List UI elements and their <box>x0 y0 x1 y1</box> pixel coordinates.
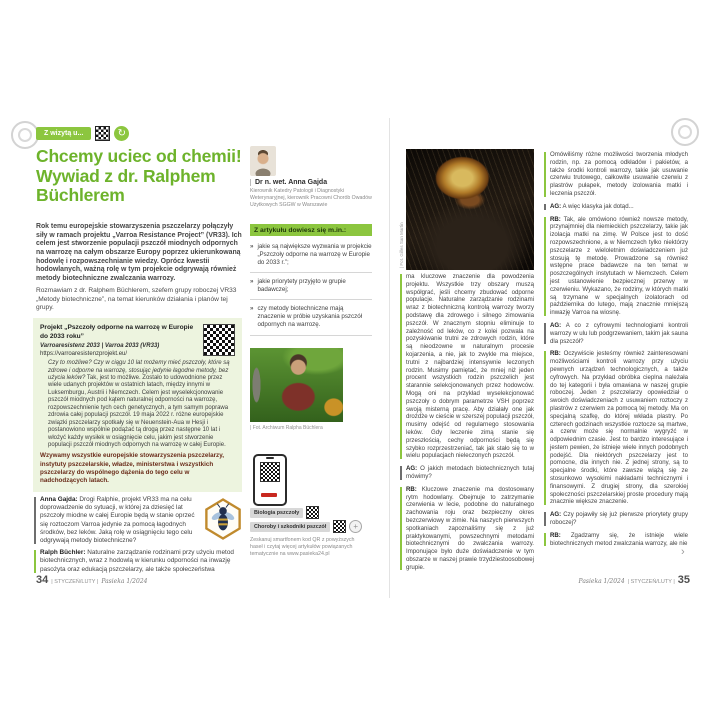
phone-speaker <box>266 457 274 459</box>
speaker-text: Czy pojawiły się już pierwsze priorytety grupy roboczej? <box>550 511 688 527</box>
list-item <box>250 238 372 273</box>
bullet-icon: » <box>250 305 254 313</box>
speaker-name: RB: <box>406 485 417 493</box>
bullet-icon: » <box>250 278 254 286</box>
interview-paragraph <box>40 549 242 574</box>
speaker-name: RB: <box>550 215 561 223</box>
magazine-brand: Pasieka 1/2024 <box>578 578 625 585</box>
speaker-name: AG: <box>406 465 418 473</box>
interview-paragraph <box>550 322 688 345</box>
interview-paragraph <box>550 203 688 211</box>
speaker-text: Naturalne zarządzanie rodzinami przy użyciu metod biotechnicznych, wraz z hodowlą w kierunku odporności na inwazję pasożyta oraz edukacją pszczelarzy, ale także społeczeństwa <box>40 549 234 573</box>
section-badge: Z wizytą u... <box>36 127 91 140</box>
topic-tag: Choroby i szkodniki pszczół <box>250 522 330 532</box>
speaker-text: Kluczowe znaczenie ma dostosowany rytm hodowlany. Obejmuje to zatrzymanie czerwienia w lecie, podobne do naturalnego zachowania roju oraz bezpieczny okres bezczerwiowy w zimie. Na naszych pierwszych spotkaniach zapoznaliśmy się z już praktykowanymi, powszechnymi metodami biotechnicznymi do zwalczania warrozy. Imponujące było duże doświadczenie w tym obszarze w naszej prawie trzydziestoosobowej grupie. <box>406 485 534 571</box>
qr-code <box>260 462 280 482</box>
varroa-mite-photo <box>406 149 534 270</box>
page-edge-ornament-icon <box>671 118 699 146</box>
interview-paragraph <box>40 496 242 545</box>
topic-tag: Biologia pszczoły <box>250 508 303 518</box>
interview-paragraph <box>550 216 688 317</box>
speaker-text: Oczywiście jesteśmy również zainteresowani możliwościami kontroli warrozy przy użyciu pewnych urządzeń technologicznych, a także cyfrowych. Na przykład obróbka cieplna należała do tej kategorii i była omawiana w naszej grupie roboczej. Jeden z pszczelarzy opowiedział o swoich doświadczeniach z usuwaniem roztoczy z plastrów z czerwiem za pomocą tej metody. Ma on specjalną szafkę, do której wkłada plastry. Po czterech godzinach wszystkie roztocze są martwe, a czerw może się normalnie wygryźć w odpowiednim czasie. Jest to bardzo interesujące i jestem pewien, że istnieje wiele innych podobnych podejść. Dla niektórych pszczelarzy jest to pomocne, dla innych nie. Z jednej strony, są to specjalne środki, które zawsze wiążą się ze stosunkowo wysokimi nakładami technicznymi i finansowymi. Z drugiej strony, dla szerokiej społeczności pszczelarskiej proste procedury mają znacznie większe znaczenie. <box>550 350 688 506</box>
article-column <box>550 151 688 552</box>
bullet-icon: » <box>250 243 254 250</box>
interview-paragraph <box>550 511 688 527</box>
list-item-text: czy metody biotechniczne mają znaczenie w próbie uzyskania pszczół odpornych na warrozę. <box>257 305 363 329</box>
share-icon: ↻ <box>114 126 129 141</box>
project-call-to-action: Wzywamy wszystkie europejskie stowarzyszenia pszczelarzy, instytuty pszczelarskie, władze, ministerstwa i wszystkich pszczelarzy do wspólnego dążenia do tego celu w nadchodzących latach. <box>40 452 224 484</box>
topic-tag-row <box>250 520 362 533</box>
page-number: 34 <box>36 574 49 586</box>
interview-paragraph <box>550 532 688 548</box>
speaker-name: RB: <box>550 350 561 358</box>
interview-paragraph <box>550 350 688 506</box>
page-number: 35 <box>677 574 690 586</box>
footer-issue: | STYCZEŃ/LUTY | <box>51 579 99 585</box>
project-question-answer <box>48 360 235 449</box>
interview-start <box>40 496 242 578</box>
photo-caption: | Fot. Archiwum Ralpha Büchlera <box>250 425 323 431</box>
author-box <box>250 146 372 209</box>
article-title: Chcemy uciec od chemii! Wywiad z dr. Ralphem Büchlerem <box>36 146 242 206</box>
speaker-text: Tak, ale omówiono również nowsze metody, przynajmniej dla niemieckich pszczelarzy, takie jak izolacja matki na zimę. W Polsce jest to dość rozpowszechnione, a w Niemczech tylko niektórzy pszczelarze z wieloletnim doświadczeniem już stosują tę metodę. Prowadzone są również wstępne prace badawcze na ten temat w poszczególnych instytutach w Niemczech. Celem jest ustanowienie bezpiecznej przerwy w czerwieniu. Wykazano, że rodziny, w których matki są trzymane w specjalnych izolatorach od października do lutego, mają znacznie mniejszą inwazję Varroa na wiosnę. <box>550 215 688 317</box>
speaker-text: A co z cyfrowymi technologiami kontroli warrozy w ulu lub podgrzewaniem, takim jak sauna dla pszczół? <box>550 321 688 345</box>
speaker-name: RB: <box>550 531 561 539</box>
section-badge-row <box>36 126 129 141</box>
qr-code <box>203 324 235 356</box>
page-footer <box>36 574 147 586</box>
interview-paragraph <box>406 273 534 460</box>
list-item-text: jakie są największe wyzwania w projekcie „Pszczoły odporne na warrozę w Europie do 2033 r.”; <box>257 243 372 267</box>
speaker-name: Anna Gajda: <box>40 496 78 503</box>
project-subtitle: Varroaresistenz 2033 | Varroa 2033 (VR33) <box>40 343 160 350</box>
ralph-buechler-photo <box>250 348 343 422</box>
author-name: Dr n. wet. Anna Gajda <box>250 179 372 186</box>
magazine-brand: Pasieka 1/2024 <box>101 578 148 585</box>
interview-paragraph <box>550 151 688 198</box>
list-item <box>250 273 372 300</box>
list-item <box>250 300 372 335</box>
qr-code-icon <box>306 506 319 519</box>
speaker-name: AG: <box>550 321 562 329</box>
speaker-name: AG: <box>550 511 562 519</box>
page-footer <box>500 574 690 586</box>
page-edge-ornament-icon <box>11 121 39 149</box>
interview-paragraph <box>406 465 534 481</box>
project-url-link[interactable]: https://varroaresistenzprojekt.eu/ <box>40 351 128 358</box>
footer-issue: | STYCZEŃ/LUTY | <box>627 579 675 585</box>
qr-scan-note: Zeskanuj smartfonem kod QR z powyższych haseł i czytaj więcej artykułów powiązanych tematycznie na www.pasieka24.pl <box>250 537 355 558</box>
speaker-name: AG: <box>550 202 562 210</box>
speaker-text: ma kluczowe znaczenie dla powodzenia projektu. Wszystkie trzy obszary muszą współgrać, jeśli chcemy zbudować odporne populacje. Naturalne zarządzanie rodzinami wraz z biotechniczną kontrolą warrozy tworzy podstawę dla zdrowego i silnego zimowania pszczół. W znacznym stopniu eliminuje to zależność od leków, co z kolei pozwala na pozyskiwanie trutni ze zdrowych rodzin, które są nieodzowne w naturalnym procesie kojarzenia, a nie, jak to zwykle ma miejsce, trutni z najbardziej intensywnie leczonych rodzin. Musimy pamiętać, że mniej niż jeden procent wszystkich rodzin pszczelich jest starannie selekcjonowanych przez hodowców. Mogą oni na przykład wyselekcjonować pszczoły o dobrym parametrze VSH poprzez swoją misterną pracę. Aby działały one jak drożdże w cieście w szerszej populacji pszczół, musimy odejść od regularnego stosowania leków. Gdy leczenie zimą stanie się przeszłością, cechy odporności będą się szybko rozprzestrzeniać, tak jak stało się to w wielu populacjach nieleczonych pszczół. <box>406 273 534 460</box>
article-lead: Rok temu europejskie stowarzyszenia pszczelarzy połączyły siły w ramach projektu „Varroa Resistance Project” (VR33). Ich celem jest stworzenie populacji pszczół miodnych odpornych na warrozę na całym obszarze Europy poprzez ukierunkowaną hodowlę i rozpowszechnianie wiedzy. Oprócz kwestii hodowlanych, ważną rolę w tym projekcie odgrywają również metody biotechniczne zwalczania warrozy. <box>36 223 242 283</box>
project-info-box <box>33 318 242 492</box>
qr-code-icon <box>95 126 110 141</box>
speaker-text: Zgadzamy się, że istnieje wiele biotechnicznych metod zwalczania warrozy, ale nie <box>550 531 688 547</box>
interview-paragraph <box>406 486 534 572</box>
bee-hexagon-icon <box>204 498 242 540</box>
article-intro: Rozmawiam z dr. Ralphem Büchlerem, szefem grupy roboczej VR33 „Metody biotechniczne”, na temat kierunków działania i planów tej grupy. <box>36 287 237 312</box>
topic-tag-row <box>250 506 319 519</box>
learn-box-header: Z artykułu dowiesz się m.in.: <box>250 224 372 236</box>
plus-circle-icon: + <box>349 520 362 533</box>
page-divider <box>389 118 390 598</box>
project-title: Projekt „Pszczoły odporne na warrozę w Europie do 2033 roku” <box>40 324 194 340</box>
project-question: Czy to możliwe? Czy w ciągu 10 lat możemy mieć pszczoły, które są zdrowe i odporne na warrozę, stosując jedynie łagodne metody, bez użycia leków? <box>48 360 230 381</box>
speaker-text: A więc klasyka jak dotąd... <box>562 202 634 210</box>
pasieka-logo <box>261 493 277 497</box>
speaker-name: Ralph Büchler: <box>40 549 86 557</box>
author-avatar <box>250 146 276 176</box>
speaker-text: O jakich metodach biotechnicznych tutaj mówimy? <box>406 465 534 480</box>
project-answer: Tak, jest to możliwe. Zostało to udowodnione przez wiele udanych projektów w ostatnich latach, między innymi w Luksemburgu, Austrii i Niemczech. Celem jest wyselekcjonowanie pszczół miodnych pod kątem naturalnej odporności na warrozę, rozpowszechnienie tych cech genetycznych, a tym samym poprawa zdrowia całej populacji pszczół. 19 maja 2022 r. różne europejskie związki pszczelarzy spotkały się w Neuenstein-Aua w Hesji i postanowiono wspólnie podążać tą drogą przez następne 10 lat i włożyć każdy wysiłek w osiągnięcie celu, jakim jest stworzenie populacji pszczół miodnych odpornych na warrozę w całej Europie. <box>48 375 229 448</box>
article-column <box>406 273 534 576</box>
qr-code-icon <box>333 520 346 533</box>
smartphone-qr-graphic <box>253 454 287 506</box>
speaker-text: Omówiliśmy różne możliwości tworzenia młodych rodzin, np. za pomocą odkładów i pakietów, a także środki kontroli warrozy, takie jak usuwanie czerwiu trutowego, całkowite usuwanie czerwiu z plastrów pułapek, metody izolowania matki i leczenia pszczół. <box>550 151 688 197</box>
speaker-text: Drogi Ralphie, projekt VR33 ma na celu doprowadzenie do sytuacji, w której za dziesięć lat pszczoły miodne w całej Europie będą w stanie oprzeć się roztoczom Varroa jedynie za pomocą łagodnych środków, bez leków. Jaką rolę w osiągnięciu tego celu odgrywają metody biotechniczne? <box>40 496 195 544</box>
list-item-text: jakie priorytety przyjęto w grupie badawczej; <box>257 278 346 294</box>
learn-box <box>250 238 372 336</box>
author-bio: Kierownik Katedry Patologii i Diagnostyki Weterynaryjnej, kierownik Pracowni Chorób Owadów Użytkowych SGGW w Warszawie <box>250 188 372 209</box>
continuation-arrow-icon: › <box>681 546 685 558</box>
photo-caption: | Fot. Gilles San Martin <box>399 222 404 268</box>
